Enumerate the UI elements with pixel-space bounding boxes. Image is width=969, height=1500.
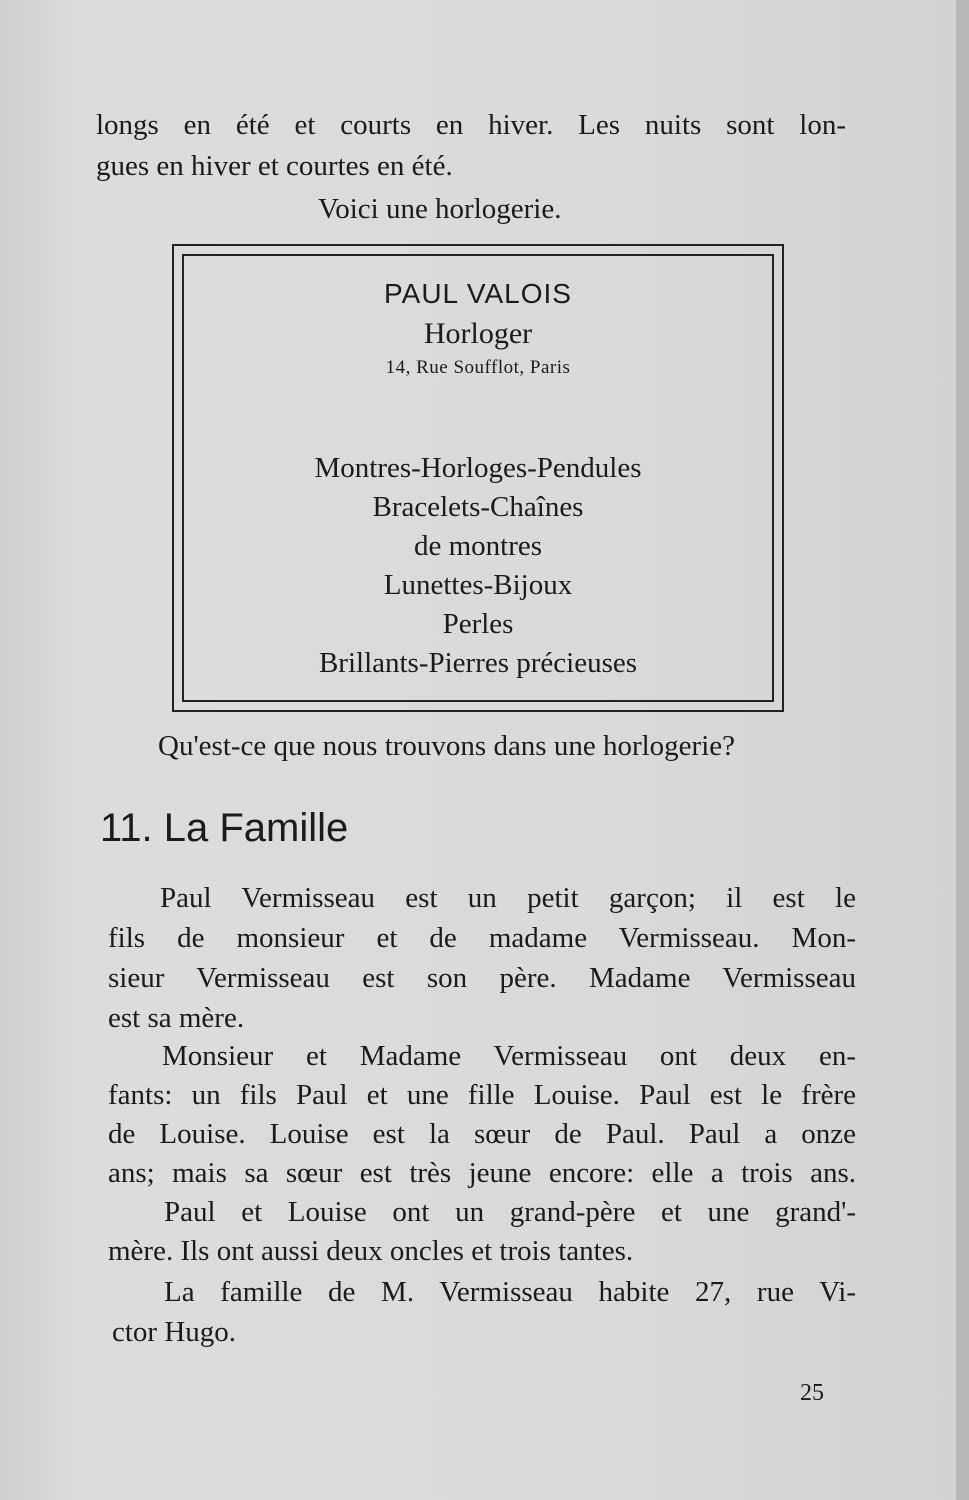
body-line: de Louise. Louise est la sœur de Paul. Paul a onze xyxy=(108,1118,856,1150)
body-line: Paul Vermisseau est un petit garçon; il est le xyxy=(160,882,856,914)
body-line: Paul et Louise ont un grand-père et une grand'- xyxy=(164,1196,856,1228)
page-edge xyxy=(956,0,969,1500)
shop-profession: Horloger xyxy=(423,317,533,350)
body-line: mère. Ils ont aussi deux oncles et trois tantes. xyxy=(108,1235,634,1267)
sign-item: Bracelets-Chaînes xyxy=(372,491,584,523)
body-line: sieur Vermisseau est son père. Madame Vermisseau xyxy=(108,962,856,994)
sign-item: Brillants-Pierres précieuses xyxy=(318,647,638,679)
body-line: fils de monsieur et de madame Vermisseau. Mon- xyxy=(108,922,856,954)
intro-line-2: gues en hiver et courtes en été. xyxy=(96,150,453,182)
body-line: ctor Hugo. xyxy=(112,1316,237,1348)
shop-address: 14, Rue Soufflot, Paris xyxy=(385,357,571,378)
body-line: fants: un fils Paul et une fille Louise. Paul est le frère xyxy=(108,1079,856,1111)
question: Qu'est-ce que nous trouvons dans une horlogerie? xyxy=(158,730,736,762)
body-line: ans; mais sa sœur est très jeune encore: elle a trois ans. xyxy=(108,1157,856,1189)
intro-line-1: longs en été et courts en hiver. Les nuits sont lon- xyxy=(96,109,846,141)
sign-item: de montres xyxy=(413,530,543,562)
section-heading: 11. La Famille xyxy=(100,806,349,850)
sign-item: Perles xyxy=(442,608,514,640)
shop-sign xyxy=(172,244,784,712)
intro-line-3: Voici une horlogerie. xyxy=(318,193,562,225)
sign-item: Montres-Horloges-Pendules xyxy=(314,452,642,484)
page-number: 25 xyxy=(800,1380,824,1406)
body-line: La famille de M. Vermisseau habite 27, rue Vi- xyxy=(164,1276,856,1308)
shop-name: PAUL VALOIS xyxy=(384,278,572,309)
body-line: est sa mère. xyxy=(108,1002,245,1034)
body-line: Monsieur et Madame Vermisseau ont deux en- xyxy=(162,1040,856,1072)
sign-item: Lunettes-Bijoux xyxy=(383,569,573,601)
